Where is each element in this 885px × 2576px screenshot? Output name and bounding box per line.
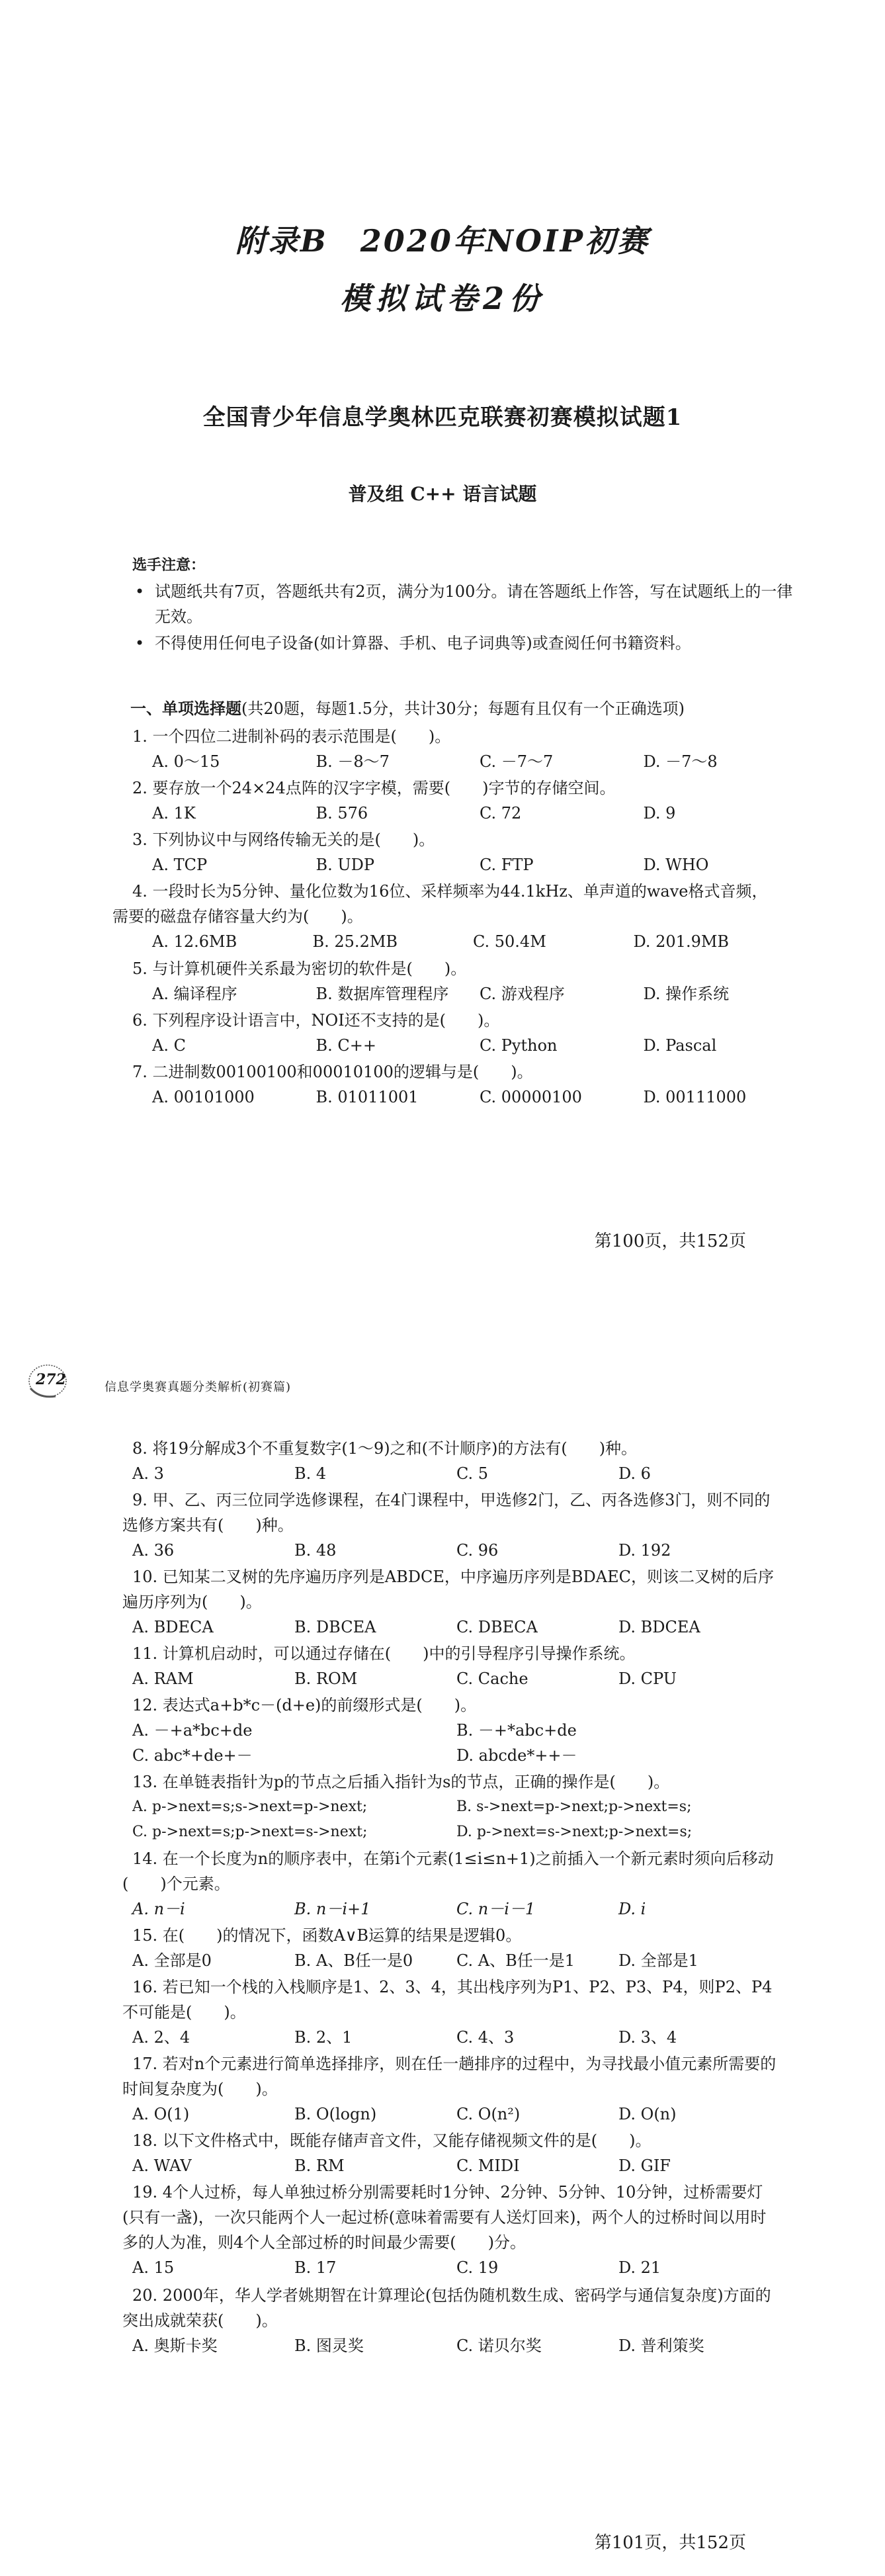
option-c: C. MIDI: [456, 2156, 520, 2175]
option-a: A. n－i: [132, 1900, 185, 1918]
question-options: [132, 1085, 787, 1110]
option-b: B. O(logn): [294, 2105, 377, 2123]
option-c: C. DBECA: [456, 1618, 538, 1636]
option-d: D. 普利策奖: [618, 2336, 704, 2355]
question-text: 1. 一个四位二进制补码的表示范围是( )。: [132, 727, 451, 746]
question-17: [122, 2051, 777, 2127]
option-d: D. 201.9MB: [633, 932, 730, 951]
option-d: D. Pascal: [643, 1036, 717, 1055]
page-number: 272: [36, 1371, 66, 1388]
question-12: [132, 1693, 780, 1768]
question-text: 16. 若已知一个栈的入栈顺序是1、2、3、4，其出栈序列为P1、P2、P3、P4，则P2、P4不可能是( )。: [122, 1978, 773, 2021]
question-4: [112, 879, 774, 954]
question-options: [89, 1538, 777, 1563]
option-c: C. 5: [456, 1464, 489, 1483]
question-text: 4. 一段时长为5分钟、量化位数为16位、采样频率为44.1kHz、单声道的wave格式音频，需要的磁盘存储容量大约为( )。: [112, 882, 768, 926]
notice-text: 不得使用任何电子设备(如计算器、手机、电子词典等)或查阅任何书籍资料。: [155, 634, 691, 652]
question-options: [89, 2255, 777, 2280]
option-d: D. 00111000: [643, 1088, 747, 1106]
option-d: D. WHO: [643, 856, 709, 874]
question-options: [132, 852, 787, 877]
question-2: [132, 776, 787, 826]
question-text: 2. 要存放一个24×24点阵的汉字字模，需要( )字节的存储空间。: [132, 779, 616, 797]
question-text: 18. 以下文件格式中，既能存储声音文件，又能存储视频文件的是( )。: [132, 2131, 652, 2150]
question-options: [89, 2102, 777, 2127]
section-heading-title: 一、单项选择题: [130, 699, 241, 718]
option-c: C. 96: [456, 1541, 499, 1560]
question-options: [132, 1033, 787, 1058]
question-options: [89, 1718, 780, 1743]
question-options: [89, 1820, 780, 1845]
option-b: B. 17: [294, 2258, 337, 2277]
question-options: [89, 1461, 780, 1486]
option-a: A. 15: [132, 2258, 175, 2277]
question-text: 12. 表达式a+b*c－(d+e)的前缀形式是( )。: [132, 1696, 477, 1714]
option-d: D. 操作系统: [643, 985, 730, 1003]
question-text: 7. 二进制数00100100和00010100的逻辑与是( )。: [132, 1063, 533, 1081]
option-c: C. 19: [456, 2258, 499, 2277]
option-a: A. －+a*bc+de: [132, 1721, 253, 1740]
option-a: A. WAV: [132, 2156, 192, 2175]
section-heading-detail: (共20题，每题1.5分，共计30分；每题有且仅有一个正确选项): [241, 699, 685, 718]
option-b: B. －8～7: [316, 752, 390, 771]
option-a: A. 3: [132, 1464, 164, 1483]
option-c: C. 诺贝尔奖: [456, 2336, 542, 2355]
option-d: D. 3、4: [618, 2028, 677, 2047]
question-text: 15. 在( )的情况下，函数A∨B运算的结果是逻辑0。: [132, 1926, 522, 1945]
question-text: 20. 2000年，华人学者姚期智在计算理论(包括伪随机数生成、密码学与通信复杂度)方面的突出成就荣获( )。: [122, 2286, 771, 2330]
option-d: D. 21: [618, 2258, 661, 2277]
question-10: [122, 1564, 777, 1640]
running-header-text: 信息学奥赛真题分类解析(初赛篇): [105, 1380, 292, 1394]
option-c: C. A、B任一是1: [456, 1951, 575, 1970]
option-d: D. CPU: [618, 1669, 677, 1688]
option-a: A. 00101000: [152, 1088, 255, 1106]
question-options: [89, 2153, 780, 2178]
question-options: [89, 1896, 777, 1922]
option-c: C. 72: [480, 804, 522, 822]
question-18: [132, 2128, 780, 2178]
option-c: C. 游戏程序: [480, 985, 565, 1003]
option-b: B. －+*abc+de: [456, 1721, 577, 1740]
question-5: [132, 956, 787, 1006]
notice-text: 试题纸共有7页，答题纸共有2页，满分为100分。请在答题纸上作答，写在试题纸上的一律无效。: [155, 582, 793, 626]
question-options: [89, 1795, 780, 1820]
notice-item: [132, 631, 794, 656]
question-3: [132, 827, 787, 877]
question-options: [89, 2025, 777, 2050]
option-a: A. RAM: [132, 1669, 194, 1688]
option-d: D. i: [618, 1900, 646, 1918]
option-b: B. 2、1: [294, 2028, 353, 2047]
option-c: C. p->next=s;p->next=s->next;: [132, 1824, 368, 1840]
option-b: B. UDP: [316, 856, 375, 874]
option-a: A. p->next=s;s->next=p->next;: [132, 1799, 368, 1815]
question-text: 10. 已知某二叉树的先序遍历序列是ABDCE，中序遍历序列是BDAEC，则该二叉树的后序遍历序列为( )。: [122, 1568, 774, 1611]
option-d: D. 192: [618, 1541, 671, 1560]
option-a: A. O(1): [132, 2105, 190, 2123]
option-b: B. 48: [294, 1541, 337, 1560]
option-b: B. ROM: [294, 1669, 358, 1688]
question-text: 14. 在一个长度为n的顺序表中，在第i个元素(1≤i≤n+1)之前插入一个新元素时须向后移动( )个元素。: [122, 1849, 774, 1893]
question-text: 9. 甲、乙、丙三位同学选修课程，在4门课程中，甲选修2门，乙、丙各选修3门，则不同的选修方案共有( )种。: [122, 1491, 771, 1534]
question-11: [132, 1641, 780, 1691]
question-16: [122, 1975, 777, 2050]
question-text: 17. 若对n个元素进行简单选择排序，则在任一趟排序的过程中，为寻找最小值元素所需要的时间复杂度为( )。: [122, 2055, 777, 2098]
question-9: [122, 1488, 777, 1563]
option-b: B. 576: [316, 804, 368, 822]
option-b: B. s->next=p->next;p->next=s;: [456, 1799, 692, 1815]
option-b: B. RM: [294, 2156, 345, 2175]
option-a: A. 2、4: [132, 2028, 190, 2047]
option-b: B. 图灵奖: [294, 2336, 364, 2355]
question-15: [132, 1923, 780, 1973]
option-a: A. 奥斯卡奖: [132, 2336, 218, 2355]
page-footer: 第100页，共152页: [594, 1231, 746, 1251]
option-a: A. 12.6MB: [152, 932, 237, 951]
option-a: A. 36: [132, 1541, 175, 1560]
question-1: [132, 724, 787, 774]
option-a: A. C: [152, 1036, 186, 1055]
option-b: B. 4: [294, 1464, 327, 1483]
question-options: [132, 981, 787, 1006]
option-c: C. Cache: [456, 1669, 528, 1688]
question-14: [122, 1846, 777, 1922]
option-d: D. O(n): [618, 2105, 677, 2123]
running-header: [26, 1362, 437, 1403]
option-b: B. 25.2MB: [312, 932, 398, 951]
option-a: A. 全部是0: [132, 1951, 212, 1970]
question-options: [89, 1666, 780, 1691]
option-c: C. abc*+de+－: [132, 1746, 253, 1765]
option-c: C. 00000100: [480, 1088, 582, 1106]
option-b: B. n－i+1: [294, 1900, 371, 1918]
question-options: [89, 1615, 777, 1640]
option-b: B. C++: [316, 1036, 376, 1055]
notice-item: [132, 579, 794, 629]
question-text: 8. 将19分解成3个不重复数字(1～9)之和(不计顺序)的方法有( )种。: [132, 1439, 638, 1458]
question-13: [132, 1769, 780, 1845]
question-text: 5. 与计算机硬件关系最为密切的软件是( )。: [132, 959, 467, 978]
question-20: [122, 2283, 777, 2358]
option-d: D. abcde*++－: [456, 1746, 577, 1765]
question-text: 6. 下列程序设计语言中，NOI还不支持的是( )。: [132, 1011, 500, 1030]
question-options: [89, 1743, 780, 1768]
option-d: D. GIF: [618, 2156, 671, 2175]
option-a: A. 编译程序: [152, 985, 237, 1003]
option-d: D. 全部是1: [618, 1951, 698, 1970]
notice-heading: 选手注意：: [132, 556, 206, 574]
question-options: [132, 929, 774, 954]
option-d: D. 9: [643, 804, 676, 822]
question-text: 13. 在单链表指针为p的节点之后插入指针为s的节点，正确的操作是( )。: [132, 1773, 670, 1791]
option-c: C. Python: [480, 1036, 558, 1055]
option-b: B. A、B任一是0: [294, 1951, 413, 1970]
option-c: C. －7～7: [480, 752, 554, 771]
option-c: C. FTP: [480, 856, 534, 874]
option-a: A. 0～15: [152, 752, 220, 771]
option-c: C. n－i－1: [456, 1900, 536, 1918]
question-19: [122, 2180, 777, 2280]
appendix-title: 附录B 2020年NOIP初赛: [235, 223, 650, 259]
section-heading: [130, 697, 685, 721]
exam-title: 全国青少年信息学奥林匹克联赛初赛模拟试题1: [202, 404, 683, 431]
appendix-subtitle: 模拟试卷2份: [339, 281, 545, 316]
option-d: D. 6: [618, 1464, 651, 1483]
option-c: C. 50.4M: [473, 932, 546, 951]
option-a: A. BDECA: [132, 1618, 214, 1636]
option-b: B. 01011001: [316, 1088, 419, 1106]
question-7: [132, 1059, 787, 1110]
option-c: C. O(n²): [456, 2105, 521, 2123]
question-options: [132, 749, 787, 774]
bullet-icon: •: [135, 634, 145, 652]
option-d: D. p->next=s->next;p->next=s;: [456, 1824, 693, 1840]
question-text: 11. 计算机启动时，可以通过存储在( )中的引导程序引导操作系统。: [132, 1644, 636, 1663]
option-a: A. TCP: [152, 856, 208, 874]
question-options: [132, 801, 787, 826]
bullet-icon: •: [135, 582, 145, 601]
question-text: 3. 下列协议中与网络传输无关的是( )。: [132, 830, 435, 849]
option-d: D. BDCEA: [618, 1618, 700, 1636]
option-b: B. DBCEA: [294, 1618, 376, 1636]
option-a: A. 1K: [152, 804, 196, 822]
question-options: [89, 2333, 777, 2358]
option-d: D. －7～8: [643, 752, 718, 771]
question-6: [132, 1008, 787, 1058]
exam-subtitle: 普及组 C++ 语言试题: [348, 483, 537, 505]
option-b: B. 数据库管理程序: [316, 985, 449, 1003]
question-options: [89, 1948, 780, 1973]
option-c: C. 4、3: [456, 2028, 515, 2047]
notice-list: [132, 579, 794, 657]
question-8: [132, 1436, 780, 1486]
question-text: 19. 4个人过桥，每人单独过桥分别需要耗时1分钟、2分钟、5分钟、10分钟，过桥需要灯(只有一盏)，一次只能两个人一起过桥(意味着需要有人送灯回来)，两个人的过桥时间以用时多的人为准，则4个人全部过桥的时间最少需要( )分。: [122, 2183, 767, 2252]
page-footer: 第101页，共152页: [594, 2533, 746, 2553]
